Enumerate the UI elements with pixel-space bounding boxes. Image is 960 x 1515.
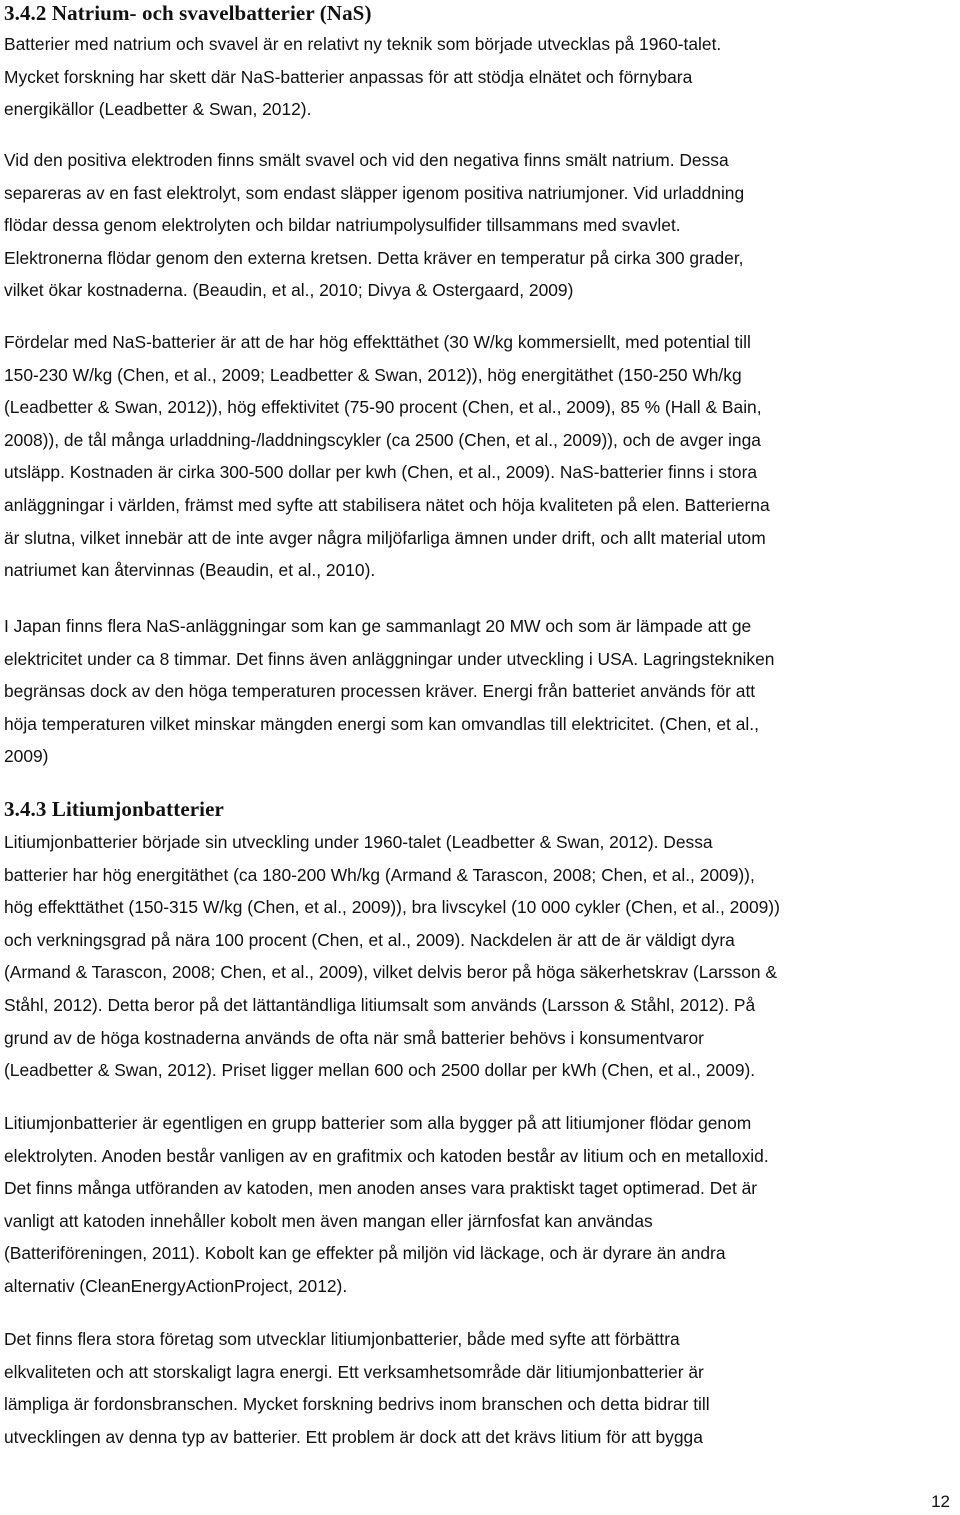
- text-line: 2009): [4, 746, 49, 767]
- text-line: höja temperaturen vilket minskar mängden energi som kan omvandlas till elektricitet. (Chen, et al.,: [4, 713, 759, 734]
- text-line: (Armand & Tarascon, 2008; Chen, et al., 2009), vilket delvis beror på höga säkerhetskrav (Larsson &: [4, 962, 777, 983]
- document-page: [4, 0, 950, 1515]
- text-line: Vid den positiva elektroden finns smält svavel och vid den negativa finns smält natrium. Dessa: [4, 150, 729, 170]
- text-line: Mycket forskning har skett där NaS-batterier anpassas för att stödja elnätet och förnybara: [4, 66, 693, 87]
- text-line: alternativ (CleanEnergyActionProject, 2012).: [4, 1275, 348, 1296]
- paragraph-li-chemistry: [4, 1107, 950, 1303]
- text-line: utvecklingen av denna typ av batterier. Ett problem är dock att det krävs litium för att bygga: [4, 1426, 703, 1447]
- paragraph-nas-intro: [4, 28, 950, 126]
- text-line: (Batteriföreningen, 2011). Kobolt kan ge effekter på miljön vid läckage, och är dyrare än andra: [4, 1243, 726, 1264]
- text-line: 2008)), de tål många urladdning-/laddningscykler (ca 2500 (Chen, et al., 2009)), och de avger inga: [4, 429, 761, 450]
- text-line: 150-230 W/kg (Chen, et al., 2009; Leadbetter & Swan, 2012)), hög energitäthet (150-250 Wh/kg: [4, 364, 742, 385]
- text-line: natriumet kan återvinnas (Beaudin, et al., 2010).: [4, 560, 376, 581]
- text-line: hög effekttäthet (150-315 W/kg (Chen, et al., 2009)), bra livscykel (10 000 cykler (Chen, et al., 2009)): [4, 897, 780, 918]
- text-line: I Japan finns flera NaS-anläggningar som kan ge sammanlagt 20 MW och som är lämpade att ge: [4, 616, 752, 636]
- text-line: Det finns många utföranden av katoden, men anoden anses vara praktiskt taget optimerad. Det är: [4, 1178, 758, 1199]
- text-line: (Leadbetter & Swan, 2012)), hög effektivitet (75-90 procent (Chen, et al., 2009), 85 % (Hall & Bain,: [4, 397, 762, 418]
- text-line: elektrolyten. Anoden består vanligen av en grafitmix och katoden består av litium och en metalloxid.: [4, 1145, 769, 1166]
- text-line: utsläpp. Kostnaden är cirka 300-500 dollar per kwh (Chen, et al., 2009). NaS-batterier finns i stora: [4, 462, 758, 483]
- text-line: grund av de höga kostnaderna används de ofta när små batterier behövs i konsumentvaror: [4, 1027, 704, 1048]
- text-line: lämpliga är fordonsbranschen. Mycket forskning bedrivs inom branschen och detta bidrar till: [4, 1394, 710, 1415]
- text-line: elkvaliteten och att storskaligt lagra energi. Ett verksamhetsområde där litiumjonbatterier är: [4, 1361, 704, 1382]
- text-line: elektricitet under ca 8 timmar. Det finns även anläggningar under utveckling i USA. Lagringstekniken: [4, 648, 775, 669]
- paragraph-nas-japan: [4, 610, 950, 773]
- text-line: batterier har hög energitäthet (ca 180-200 Wh/kg (Armand & Tarascon, 2008; Chen, et al., 2009)),: [4, 864, 755, 885]
- page-number: 12: [931, 1492, 950, 1511]
- paragraph-li-companies: [4, 1323, 950, 1453]
- paragraph-li-intro: [4, 826, 950, 1087]
- text-line: energikällor (Leadbetter & Swan, 2012).: [4, 99, 312, 120]
- text-line: separeras av en fast elektrolyt, som endast släpper igenom positiva natriumjoner. Vid urladdning: [4, 182, 745, 203]
- text-line: Ståhl, 2012). Detta beror på det lättantändliga litiumsalt som används (Larsson & Ståhl, 2012). På: [4, 994, 756, 1015]
- section-heading-li: 3.4.3 Litiumjonbatterier: [4, 797, 224, 821]
- text-line: Fördelar med NaS-batterier är att de har hög effekttäthet (30 W/kg kommersiellt, med potential till: [4, 332, 751, 352]
- text-line: Litiumjonbatterier är egentligen en grupp batterier som alla bygger på att litiumjoner flödar genom: [4, 1113, 752, 1133]
- text-line: Det finns flera stora företag som utvecklar litiumjonbatterier, både med syfte att förbättra: [4, 1329, 680, 1349]
- text-line: vanligt att katoden innehåller kobolt men även mangan eller järnfosfat kan användas: [4, 1210, 653, 1231]
- text-line: flödar dessa genom elektrolyten och bildar natriumpolysulfider tillsammans med svavlet.: [4, 215, 681, 236]
- text-line: Batterier med natrium och svavel är en relativt ny teknik som började utvecklas på 1960-talet.: [4, 34, 722, 54]
- paragraph-nas-advantages: [4, 326, 950, 587]
- text-line: är slutna, vilket innebär att de inte avger några miljöfarliga ämnen under drift, och allt material utom: [4, 527, 766, 548]
- section-heading-nas: 3.4.2 Natrium- och svavelbatterier (NaS): [4, 1, 372, 25]
- text-line: Elektronerna flödar genom den externa kretsen. Detta kräver en temperatur på cirka 300 grader,: [4, 247, 744, 268]
- text-line: begränsas dock av den höga temperaturen processen kräver. Energi från batteriet används för att: [4, 681, 756, 702]
- text-line: vilket ökar kostnaderna. (Beaudin, et al., 2010; Divya & Ostergaard, 2009): [4, 280, 574, 301]
- text-line: Litiumjonbatterier började sin utveckling under 1960-talet (Leadbetter & Swan, 2012). Dessa: [4, 832, 713, 852]
- paragraph-nas-electrodes: [4, 144, 950, 307]
- text-line: och verkningsgrad på nära 100 procent (Chen, et al., 2009). Nackdelen är att de är väldigt dyra: [4, 929, 735, 950]
- text-line: (Leadbetter & Swan, 2012). Priset ligger mellan 600 och 2500 dollar per kWh (Chen, et al., 2009).: [4, 1060, 756, 1081]
- text-line: anläggningar i världen, främst med syfte att stabilisera nätet och höja kvaliteten på elen. Batterierna: [4, 494, 770, 515]
